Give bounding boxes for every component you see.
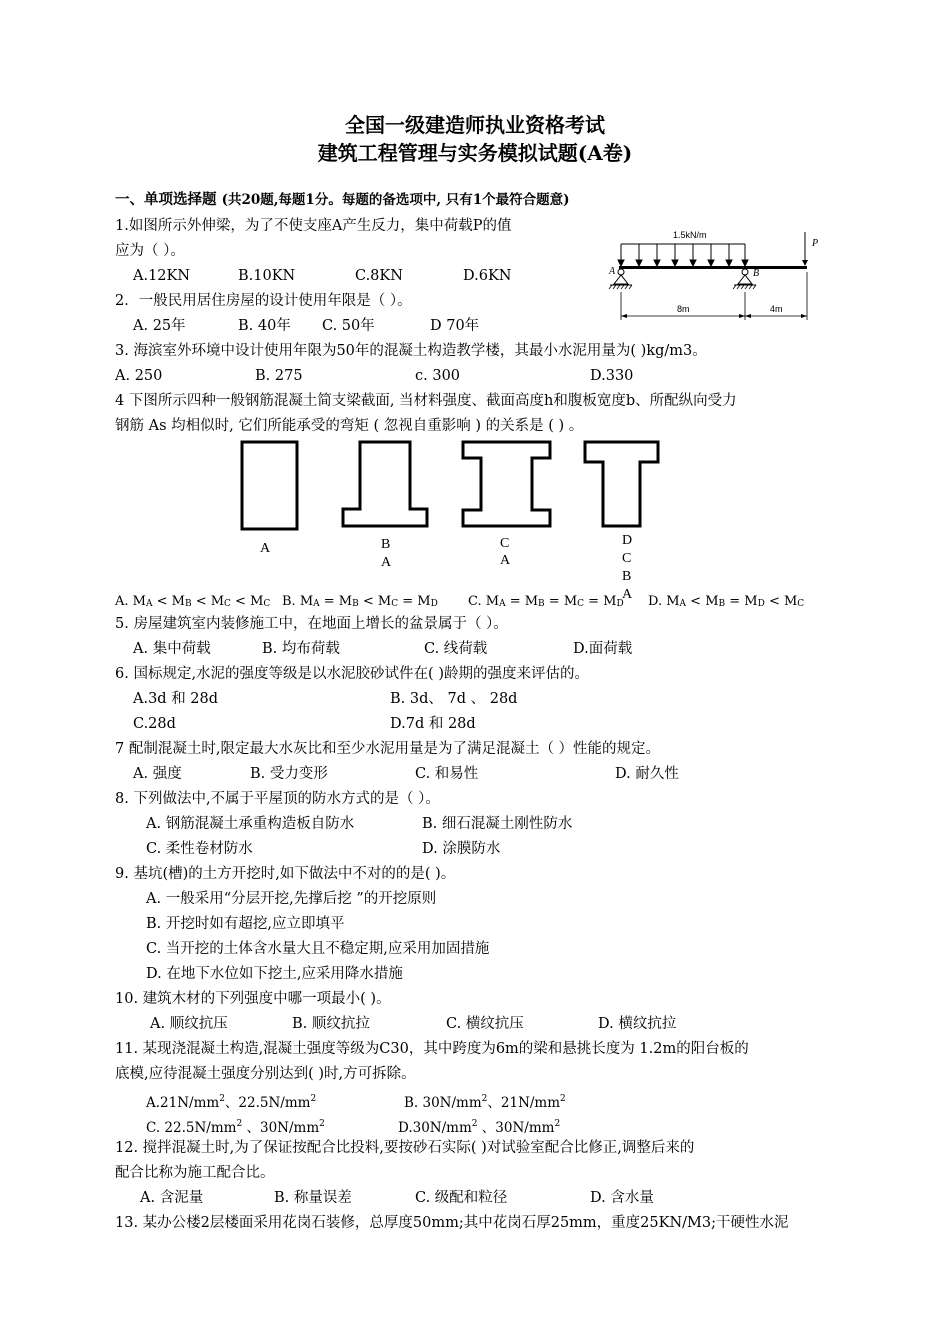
q11c-sup2: 2 [319, 1119, 325, 1129]
q6-option-d: D.7d 和 28d [390, 716, 476, 732]
q4c-s1: A [499, 599, 506, 609]
q4d-t4: = M [725, 594, 758, 609]
q10-option-d: D. 横纹抗拉 [598, 1016, 677, 1032]
q4d-t2: < M [686, 594, 719, 609]
beam-support-a-label: A [609, 266, 616, 277]
q4-option-a [115, 592, 270, 614]
q9-option-d: D. 在地下水位如下挖土,应采用降水措施 [146, 966, 403, 982]
q1-stem-line2: 应为（ ）。 [115, 243, 185, 259]
q4c-t2: = M [505, 594, 539, 609]
q2-option-d: D 70年 [430, 318, 480, 334]
q8-option-c: C. 柔性卷材防水 [146, 841, 253, 857]
q10-option-a: A. 顺纹抗压 [150, 1016, 228, 1032]
q4d-t0: D. M [648, 594, 680, 609]
section-heading [115, 190, 570, 210]
q4a-s7: C [263, 599, 271, 609]
q4a-t4: < M [191, 594, 225, 609]
beam-support-b-label: B [753, 268, 760, 279]
q9-option-a: A. 一般采用“分层开挖,先撑后挖 ”的开挖原则 [146, 891, 437, 907]
q12-stem-line1: 12. 搅拌混凝土时,为了保证按配合比投料,要按砂石实际( )对试验室配合比修正,调整后来的 [115, 1140, 695, 1156]
q4c-s3: B [538, 599, 545, 609]
q2-stem: 2．一般民用居住房屋的设计使用年限是（ ）。 [115, 293, 412, 309]
q4-stem-line1: 4 下图所示四种一般钢筋混凝土简支梁截面, 当材料强度、截面高度h和腹板宽度b、所配纵向受力 [115, 393, 737, 409]
q4c-s5: C [577, 599, 585, 609]
q5-option-b: B. 均布荷载 [262, 641, 340, 657]
q1-option-c: C.8KN [355, 268, 403, 284]
q12-option-d: D. 含水量 [590, 1190, 654, 1206]
q11d-part1: D.30N/mm [398, 1120, 472, 1136]
q7-option-c: C. 和易性 [415, 766, 479, 782]
section-label-d-b: B [622, 569, 632, 584]
q4b-t4: < M [358, 594, 392, 609]
section-note: (共20题,每题1分。每题的备选项中, 只有1个最符合题意) [221, 192, 570, 208]
q4d-s7: C [797, 599, 805, 609]
q11-option-d [398, 1114, 560, 1138]
section-title: 一、单项选择题 [115, 191, 217, 208]
q11c-sup1: 2 [236, 1119, 243, 1129]
q11-option-c [146, 1114, 325, 1138]
q4a-s3: B [184, 599, 192, 609]
q11a-sup1: 2 [219, 1094, 225, 1104]
q4d-t6: < M [764, 594, 798, 609]
q10-stem: 10. 建筑木材的下列强度中哪一项最小( )。 [115, 991, 391, 1007]
q11b-sup2: 2 [560, 1094, 566, 1104]
beam-load-label: 1.5kN/m [673, 230, 707, 240]
section-label-b: B [381, 537, 391, 552]
section-b-inverted-t [343, 442, 427, 526]
q3-option-a: A. 250 [115, 368, 163, 384]
q12-stem-line2: 配合比称为施工配合比。 [115, 1165, 275, 1181]
q11-option-a [146, 1089, 316, 1113]
q11-stem-line1: 11. 某现浇混凝土构造,混凝土强度等级为C30，其中跨度为6m的梁和悬挑长度为 1.2m的阳台板的 [115, 1041, 749, 1057]
q11d-part2: 、30N/mm [477, 1120, 555, 1136]
q12-option-b: B. 称量误差 [274, 1190, 352, 1206]
q7-option-b: B. 受力变形 [250, 766, 328, 782]
q12-option-c: C. 级配和粒径 [415, 1190, 508, 1206]
q6-option-a: A.3d 和 28d [133, 691, 219, 707]
q4a-t6: < M [230, 594, 264, 609]
section-label-a: A [260, 541, 271, 556]
q2-option-a: A. 25年 [133, 318, 186, 334]
q4-option-b [282, 592, 438, 614]
q11a-part2: 、22.5N/mm [224, 1095, 311, 1111]
q3-option-d: D.330 [590, 368, 634, 384]
q4d-s5: D [757, 599, 765, 609]
section-label-d-a: A [622, 587, 633, 602]
section-label-c: C [500, 536, 510, 551]
q11d-sup1: 2 [471, 1119, 478, 1129]
q4c-t4: = M [544, 594, 578, 609]
q11c-part2: 、30N/mm [242, 1120, 320, 1136]
q4c-t6: = M [584, 594, 617, 609]
q4b-t6: = M [398, 594, 431, 609]
q4a-t0: A. M [115, 594, 146, 609]
q3-option-b: B. 275 [255, 368, 303, 384]
q8-option-d: D. 涂膜防水 [422, 841, 501, 857]
q11a-sup2: 2 [310, 1094, 317, 1104]
section-label-b-a: A [381, 555, 392, 570]
q7-option-a: A. 强度 [133, 766, 182, 782]
q4a-s5: C [224, 599, 231, 609]
q11d-sup2: 2 [554, 1119, 561, 1129]
q4d-s1: A [679, 599, 687, 609]
beam-force-label: P [812, 238, 819, 249]
q4d-s3: B [718, 599, 726, 609]
beam-span1-label: 8m [677, 304, 690, 314]
q5-stem: 5. 房屋建筑室内装修施工中，在地面上增长的盆景属于（ ）。 [115, 616, 508, 632]
q2-option-c: C. 50年 [322, 318, 375, 334]
beam-figure [605, 222, 835, 327]
q9-stem: 9. 基坑(槽)的土方开挖时,如下做法中不对的的是( )。 [115, 866, 456, 882]
section-label-d-c: C [622, 551, 632, 566]
q10-option-c: C. 横纹抗压 [446, 1016, 524, 1032]
q9-option-b: B. 开挖时如有超挖,应立即填平 [146, 916, 345, 932]
q11b-sup1: 2 [481, 1094, 488, 1104]
q4b-s5: C [391, 599, 399, 609]
q11-option-b [404, 1089, 566, 1113]
q12-option-a: A. 含泥量 [140, 1190, 204, 1206]
exam-subtitle: 建筑工程管理与实务模拟试题(A卷) [317, 141, 633, 165]
beam-sections-figure [230, 436, 680, 536]
q4a-t2: < M [152, 594, 185, 609]
q1-option-a: A.12KN [133, 268, 191, 284]
section-label-c-a: A [500, 553, 511, 568]
q3-option-c: c. 300 [415, 368, 461, 384]
q11a-part1: A.21N/mm [146, 1095, 220, 1111]
q4b-t0: B. M [282, 594, 314, 609]
q5-option-c: C. 线荷载 [424, 641, 488, 657]
section-c-i-beam [463, 442, 550, 526]
q4c-t0: C. M [468, 594, 500, 609]
q4b-t2: = M [319, 594, 353, 609]
exam-title: 全国一级建造师执业资格考试 [345, 113, 605, 137]
q4-stem-line2: 钢筋 As 均相似时, 它们所能承受的弯矩 ( 忽视自重影响 ) 的关系是 ( ) 。 [115, 418, 584, 434]
q4c-s7: D [616, 599, 624, 609]
q1-stem-line1: 1.如图所示外伸梁，为了不使支座A产生反力，集中荷载P的值 [115, 218, 512, 234]
section-d-t-beam [585, 442, 658, 526]
q11b-part1: B. 30N/mm [404, 1095, 482, 1111]
q7-stem: 7 配制混凝土时,限定最大水灰比和至少水泥用量是为了满足混凝土（ ）性能的规定。 [115, 741, 661, 757]
q4b-s7: D [430, 599, 438, 609]
q11c-part1: C. 22.5N/mm [146, 1120, 237, 1136]
q4-option-c [468, 592, 624, 614]
q5-option-d: D.面荷载 [573, 641, 633, 657]
q8-stem: 8. 下列做法中,不属于平屋顶的防水方式的是（ ）。 [115, 791, 440, 807]
q8-option-a: A. 钢筋混凝土承重构造板自防水 [146, 816, 355, 832]
q11b-part2: 、21N/mm [487, 1095, 561, 1111]
q4b-s3: B [352, 599, 359, 609]
q11-stem-line2: 底模,应待混凝土强度分别达到( )时,方可拆除。 [115, 1066, 416, 1082]
q2-option-b: B. 40年 [238, 318, 291, 334]
q6-option-c: C.28d [133, 716, 176, 732]
q8-option-b: B. 细石混凝土刚性防水 [422, 816, 573, 832]
q1-option-d: D.6KN [463, 268, 512, 284]
q6-option-b: B. 3d、 7d 、 28d [390, 691, 518, 707]
q3-stem: 3. 海滨室外环境中设计使用年限为50年的混凝土构造教学楼，其最小水泥用量为( )kg/m3。 [115, 343, 707, 359]
q4a-s1: A [145, 599, 153, 609]
q1-option-b: B.10KN [238, 268, 296, 284]
beam-span2-label: 4m [770, 304, 783, 314]
q5-option-a: A. 集中荷载 [133, 641, 211, 657]
section-a-rect [242, 442, 297, 529]
q13-stem: 13. 某办公楼2层楼面采用花岗石装修，总厚度50mm;其中花岗石厚25mm，重度25KN/M3;干硬性水泥 [115, 1215, 789, 1231]
q4-option-d [648, 592, 804, 614]
q9-option-c: C. 当开挖的土体含水量大且不稳定期,应采用加固措施 [146, 941, 490, 957]
q7-option-d: D. 耐久性 [615, 766, 679, 782]
section-label-d: D [622, 533, 633, 548]
q6-stem: 6. 国标规定,水泥的强度等级是以水泥胶砂试件在( )龄期的强度来评估的。 [115, 666, 589, 682]
q10-option-b: B. 顺纹抗拉 [292, 1016, 370, 1032]
q4b-s1: A [313, 599, 320, 609]
